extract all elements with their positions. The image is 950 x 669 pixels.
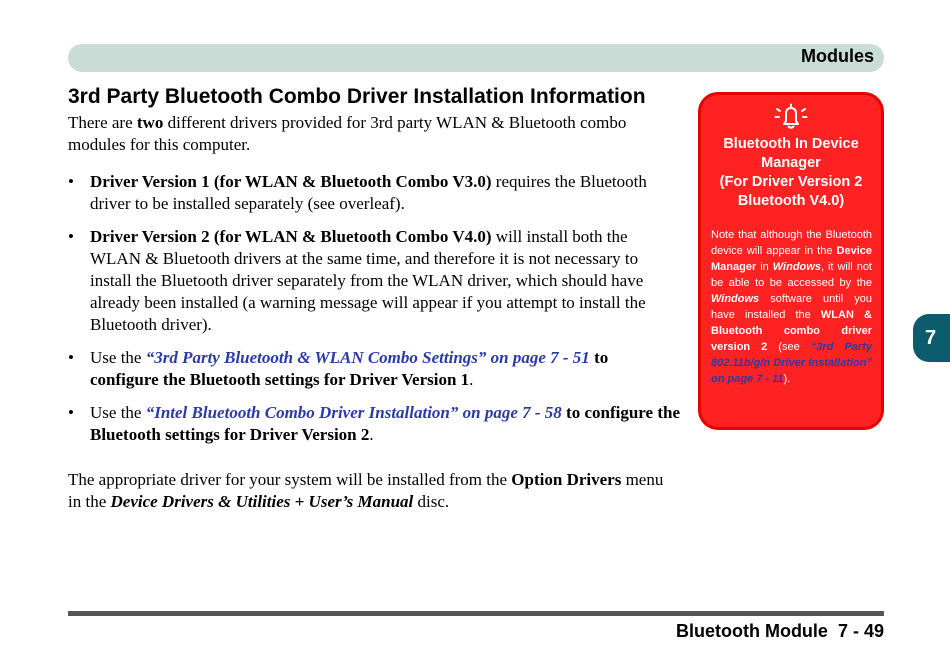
sidebar-heading-line: (For Driver Version 2 (719, 174, 863, 190)
list-item-bold: to configure the Bluetooth settings for Driver Version 2 (90, 403, 680, 444)
list-item (68, 402, 680, 446)
outro-text: The appropriate driver for your system will be installed from the (68, 470, 512, 489)
driver-version-2-label: Driver Version 2 (for WLAN & Bluetooth Combo V4.0) (90, 227, 492, 246)
intro-text: There are (68, 113, 137, 132)
page-footer (676, 620, 884, 642)
main-content (68, 112, 680, 530)
option-drivers-label: Option Drivers (511, 470, 622, 489)
sidebar-text: Note that although the Bluetooth device will appear in the (711, 229, 872, 257)
bullet: • (68, 172, 74, 191)
list-item-bold: to configure the Bluetooth settings for Driver Version 1 (90, 348, 609, 389)
sidebar-heading-line: Manager (761, 155, 821, 171)
sidebar-text: , it will not be able to be accessed by the (711, 261, 872, 289)
disc-name: Device Drivers & Utilities + User’s Manual (110, 492, 414, 511)
outro-paragraph (68, 469, 680, 513)
sidebar-text: ). (783, 373, 791, 385)
sidebar-heading (701, 135, 881, 211)
list-item (68, 226, 680, 336)
sidebar-text: (see (767, 341, 811, 353)
list-item-text: . (369, 425, 374, 444)
intel-install-link[interactable]: “Intel Bluetooth Combo Driver Installation” on page 7 - 58 (145, 403, 562, 422)
list-item-text: . (469, 370, 474, 389)
sidebar-text: in (756, 261, 773, 273)
combo-driver-label: WLAN & Bluetooth combo driver version 2 (711, 309, 872, 353)
page-title: 3rd Party Bluetooth Combo Driver Installation Information (68, 85, 646, 108)
header-bar (68, 44, 884, 72)
list-item-text: Use the (90, 403, 146, 422)
sidebar-note (698, 92, 884, 430)
driver-version-1-label: Driver Version 1 (for WLAN & Bluetooth Combo V3.0) (90, 172, 492, 191)
sidebar-heading-line: Bluetooth V4.0) (737, 193, 845, 209)
driver-version-1-desc: requires the Bluetooth driver to be installed separately (see overleaf). (90, 172, 647, 213)
bullet: • (68, 348, 74, 367)
intro-text-end: different drivers provided for 3rd party WLAN & Bluetooth combo modules for this computer. (68, 113, 627, 154)
warning-bell-icon (773, 103, 809, 131)
outro-text: disc. (413, 492, 450, 511)
footer-section: Bluetooth Module (675, 621, 828, 641)
sidebar-heading-line: Bluetooth In Device (723, 136, 859, 152)
list-item (68, 171, 680, 215)
list-item (68, 347, 680, 391)
sidebar-text: software until you have installed the (711, 293, 872, 321)
page-number: 7 - 49 (837, 621, 884, 641)
windows-label: Windows (772, 261, 821, 273)
wlan-driver-link[interactable]: “3rd Party 802.11b/g/n Driver Installation” on page 7 - 11 (711, 341, 872, 385)
section-header-title: Modules (800, 46, 874, 66)
footer-rule (68, 611, 884, 616)
intro-paragraph (68, 112, 680, 156)
windows-label: Windows (711, 293, 760, 305)
bullet: • (68, 403, 74, 422)
bullet: • (68, 227, 74, 246)
intro-bold: two (136, 113, 164, 132)
chapter-number: 7 (924, 327, 937, 349)
list-item-text: Use the (90, 348, 146, 367)
driver-list (68, 171, 680, 446)
chapter-tab[interactable] (913, 314, 950, 362)
combo-settings-link[interactable]: “3rd Party Bluetooth & WLAN Combo Settings” on page 7 - 51 (145, 348, 590, 367)
driver-version-2-desc: will install both the WLAN & Bluetooth drivers at the same time, and therefore it is not necessary to install the Bluetooth driver separately from the WLAN driver, which should have already been installed (a warning message will appear if you attempt to install the Bluetooth driver). (90, 227, 646, 334)
sidebar-body (711, 227, 872, 387)
device-manager-label: Device Manager (711, 245, 872, 273)
outro-text: menu in the (68, 470, 664, 511)
